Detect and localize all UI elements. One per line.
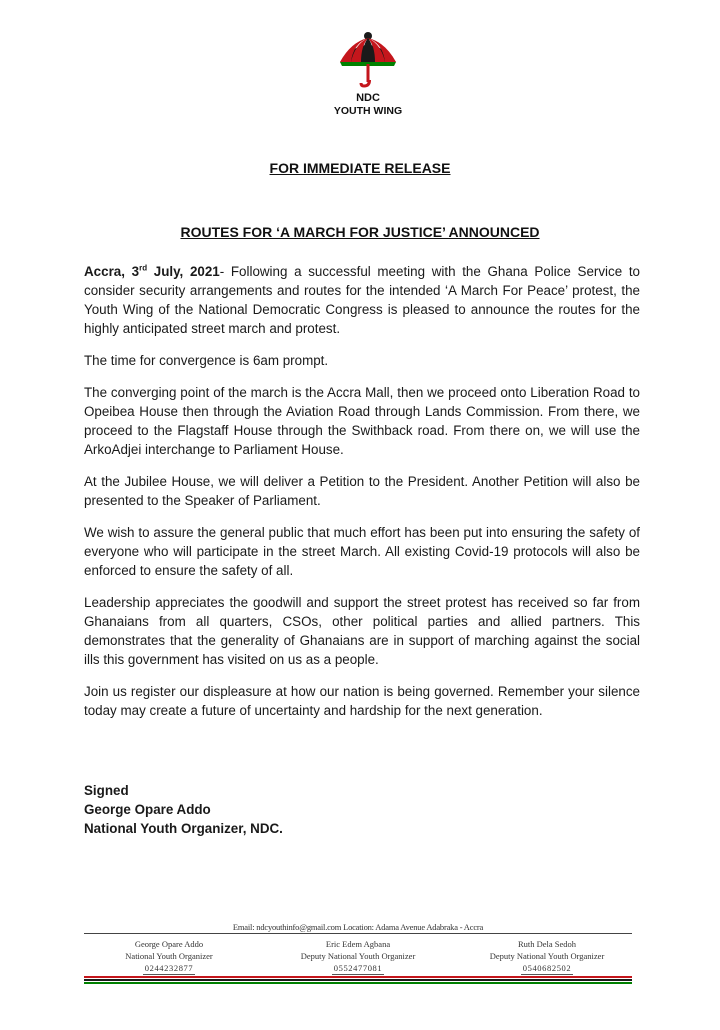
contact-phone: 0552477081 bbox=[333, 963, 383, 973]
dateline: Accra, 3rd July, 2021 bbox=[84, 263, 220, 279]
paragraph-4: At the Jubilee House, we will deliver a Petition to the President. Another Petition will also be presented to the Speaker of Parliament. bbox=[84, 474, 640, 508]
signatory-role: National Youth Organizer, NDC. bbox=[84, 821, 283, 836]
paragraph-5: We wish to assure the general public that much effort has been put into ensuring the safety of everyone who will participate in the street March. All existing Covid-19 protocols will also be enforced to ensure the safety of all. bbox=[84, 525, 640, 578]
paragraph-1: Accra, 3rd July, 2021- Following a successful meeting with the Ghana Police Service to consider security arrangements and routes for the intended ‘A March For Peace’ protest, the Youth Wing of the National Democratic Congress is pleased to announce the routes for the highly anticipated street march and protest. bbox=[84, 263, 641, 336]
contact-role: Deputy National Youth Organizer bbox=[489, 951, 605, 961]
footer-contact-line: Email: ndcyouthinfo@gmail.com Location: Adama Avenue Adabraka - Accra bbox=[232, 922, 484, 932]
contact-phone: 0244232877 bbox=[144, 963, 194, 973]
contact-role: National Youth Organizer bbox=[125, 951, 213, 961]
contact-card bbox=[462, 938, 632, 975]
contact-name: George Opare Addo bbox=[134, 939, 204, 949]
stripe-red bbox=[84, 976, 632, 978]
contact-card bbox=[84, 938, 254, 975]
signature-block bbox=[84, 781, 283, 838]
logo-wing-name: YOUTH WING bbox=[333, 105, 403, 117]
footer-color-stripes bbox=[84, 976, 632, 985]
stripe-green bbox=[84, 982, 632, 984]
paragraph-6: Leadership appreciates the goodwill and support the street protest has received so far from Ghanaians from all quarters, CSOs, other political parties and allied partners. This demonstrates that the generality of Ghanaians are in support of marching against the social ills this government has visited on us as a people. bbox=[84, 595, 640, 667]
footer-contacts bbox=[84, 938, 632, 975]
paragraph-3: The converging point of the march is the Accra Mall, then we proceed onto Liberation Road to Opeibea House then through the Aviation Road through Lands Commission. From there, we proceed to the Flagstaff House through the Swithback road. From there on, we will use the ArkoAdjei interchange to Parliament House. bbox=[84, 385, 640, 457]
release-heading: FOR IMMEDIATE RELEASE bbox=[269, 160, 451, 176]
document-title: ROUTES FOR ‘A MARCH FOR JUSTICE’ ANNOUNCED bbox=[180, 224, 540, 240]
umbrella-icon bbox=[337, 30, 399, 88]
contact-name: Ruth Dela Sedoh bbox=[517, 939, 577, 949]
signatory-name: George Opare Addo bbox=[84, 802, 211, 817]
contact-name: Eric Edem Agbana bbox=[325, 939, 391, 949]
contact-phone: 0540682502 bbox=[522, 963, 572, 973]
logo-org-name: NDC bbox=[356, 92, 380, 104]
footer-divider bbox=[84, 933, 632, 934]
press-release-body bbox=[84, 262, 640, 733]
signed-label: Signed bbox=[84, 783, 129, 798]
ndc-logo bbox=[318, 30, 418, 118]
paragraph-2: The time for convergence is 6am prompt. bbox=[84, 353, 329, 368]
stripe-black bbox=[84, 979, 632, 981]
contact-card bbox=[273, 938, 443, 975]
contact-role: Deputy National Youth Organizer bbox=[300, 951, 416, 961]
paragraph-7: Join us register our displeasure at how our nation is being governed. Remember your silence today may create a future of uncertainty and hardship for the next generation. bbox=[84, 684, 640, 718]
